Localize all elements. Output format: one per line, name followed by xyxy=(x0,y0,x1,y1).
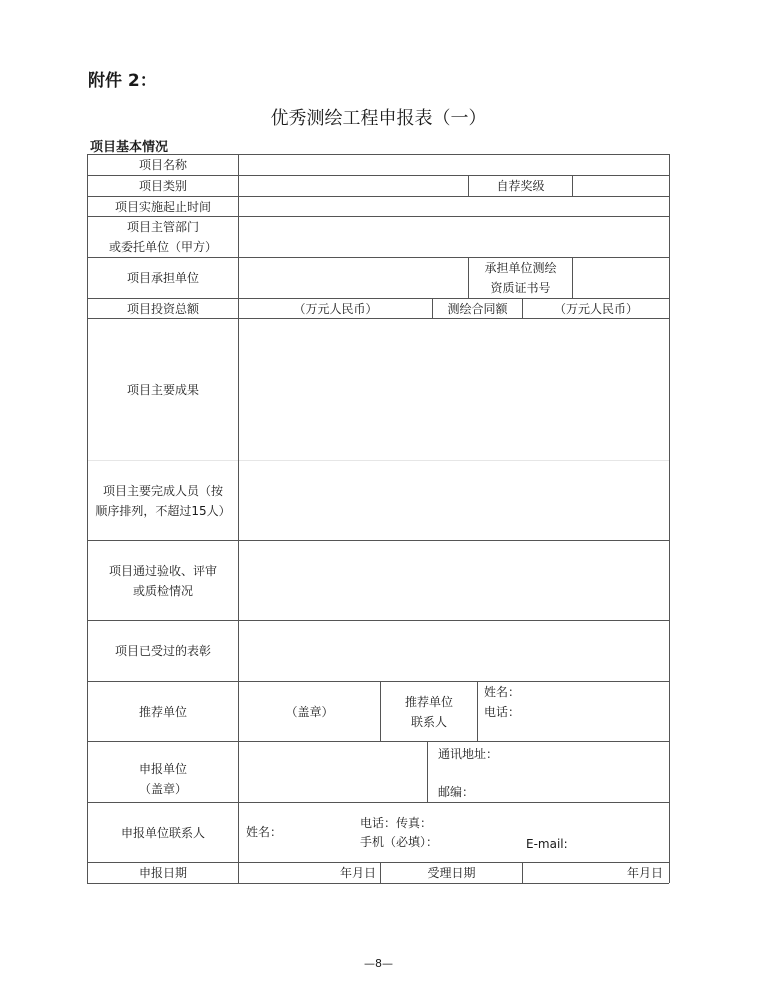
undertaker-field[interactable] xyxy=(239,258,468,298)
qualification-label-line1: 承担单位测绘 xyxy=(484,261,557,275)
achievements-label: 项目主要成果 xyxy=(126,382,199,397)
personnel-label xyxy=(88,461,238,540)
period-label: 项目实施起止时间 xyxy=(114,199,211,214)
recommender-contact-label-line2: 联系人 xyxy=(410,714,447,729)
applicant-seal-field[interactable] xyxy=(239,742,427,802)
applicant-postcode[interactable]: 邮编： xyxy=(438,785,475,799)
recommender-phone: 电话： xyxy=(484,705,521,719)
awards-label: 项目已受过的表彰 xyxy=(114,644,211,658)
apply-date-value[interactable]: 年月日 xyxy=(339,866,376,880)
personnel-label-line1: 项目主要完成人员（按 xyxy=(102,483,223,498)
supervisor-label-line2: 或委托单位（甲方） xyxy=(108,240,217,254)
applicant-phone-fax[interactable]: 电话：传真： xyxy=(360,816,433,830)
awards-field[interactable] xyxy=(239,621,669,681)
apply-date-label: 申报日期 xyxy=(138,866,187,880)
acceptance-label-line1: 项目通过验收、评审 xyxy=(108,563,217,578)
applicant-name[interactable]: 姓名： xyxy=(246,825,283,839)
period-field[interactable] xyxy=(239,197,669,216)
recommender-label: 推荐单位 xyxy=(138,704,187,719)
investment-label: 项目投资总额 xyxy=(126,301,199,316)
applicant-contact-label: 申报单位联系人 xyxy=(120,825,205,840)
project-name-label: 项目名称 xyxy=(138,158,187,172)
contract-unit[interactable]: （万元人民币） xyxy=(553,301,638,316)
applicant-email[interactable]: E-mail: xyxy=(526,837,568,851)
self-recommend-label: 自荐奖级 xyxy=(496,179,545,193)
applicant-address[interactable]: 通讯地址： xyxy=(438,747,499,761)
supervisor-label-line1: 项目主管部门 xyxy=(126,220,199,234)
recommender-contact-label-line1: 推荐单位 xyxy=(404,694,453,709)
table-rule xyxy=(669,154,670,883)
table-rule xyxy=(477,681,478,741)
personnel-field[interactable] xyxy=(239,461,669,540)
personnel-label-line2: 顺序排列，不超过15人） xyxy=(95,503,231,518)
qualification-label-line2: 资质证书号 xyxy=(490,281,551,295)
supervisor-field[interactable] xyxy=(239,217,669,257)
acceptance-label xyxy=(88,541,238,620)
applicant-label xyxy=(88,742,238,802)
supervisor-label xyxy=(88,217,238,257)
qualification-field[interactable] xyxy=(573,258,669,298)
section-heading: 项目基本情况 xyxy=(90,140,169,155)
receive-date-label: 受理日期 xyxy=(427,866,476,880)
qualification-label xyxy=(469,258,572,298)
applicant-label-line2: （盖章） xyxy=(138,782,187,796)
project-category-label: 项目类别 xyxy=(138,179,187,193)
attachment-label: 附件 2： xyxy=(88,71,157,91)
applicant-label-line1: 申报单位 xyxy=(138,762,187,776)
investment-unit[interactable]: （万元人民币） xyxy=(293,301,378,316)
project-name-field[interactable] xyxy=(239,155,669,175)
recommender-contact-label xyxy=(381,682,477,741)
table-rule xyxy=(427,741,428,802)
acceptance-field[interactable] xyxy=(239,541,669,620)
receive-date-value[interactable]: 年月日 xyxy=(626,866,663,880)
undertaker-label: 项目承担单位 xyxy=(126,271,199,285)
recommender-seal[interactable]: （盖章） xyxy=(285,704,334,719)
self-recommend-field[interactable] xyxy=(573,176,669,196)
project-category-field[interactable] xyxy=(239,176,468,196)
recommender-name: 姓名： xyxy=(484,685,521,699)
acceptance-label-line2: 或质检情况 xyxy=(132,583,193,598)
achievements-field[interactable] xyxy=(239,319,669,460)
page-number: —8— xyxy=(364,957,393,970)
table-rule xyxy=(87,883,669,884)
form-title: 优秀测绘工程申报表（一） xyxy=(270,108,487,129)
contract-label: 测绘合同额 xyxy=(447,301,508,316)
recommender-contact-field[interactable] xyxy=(484,682,669,741)
applicant-mobile[interactable]: 手机（必填）： xyxy=(360,835,439,849)
